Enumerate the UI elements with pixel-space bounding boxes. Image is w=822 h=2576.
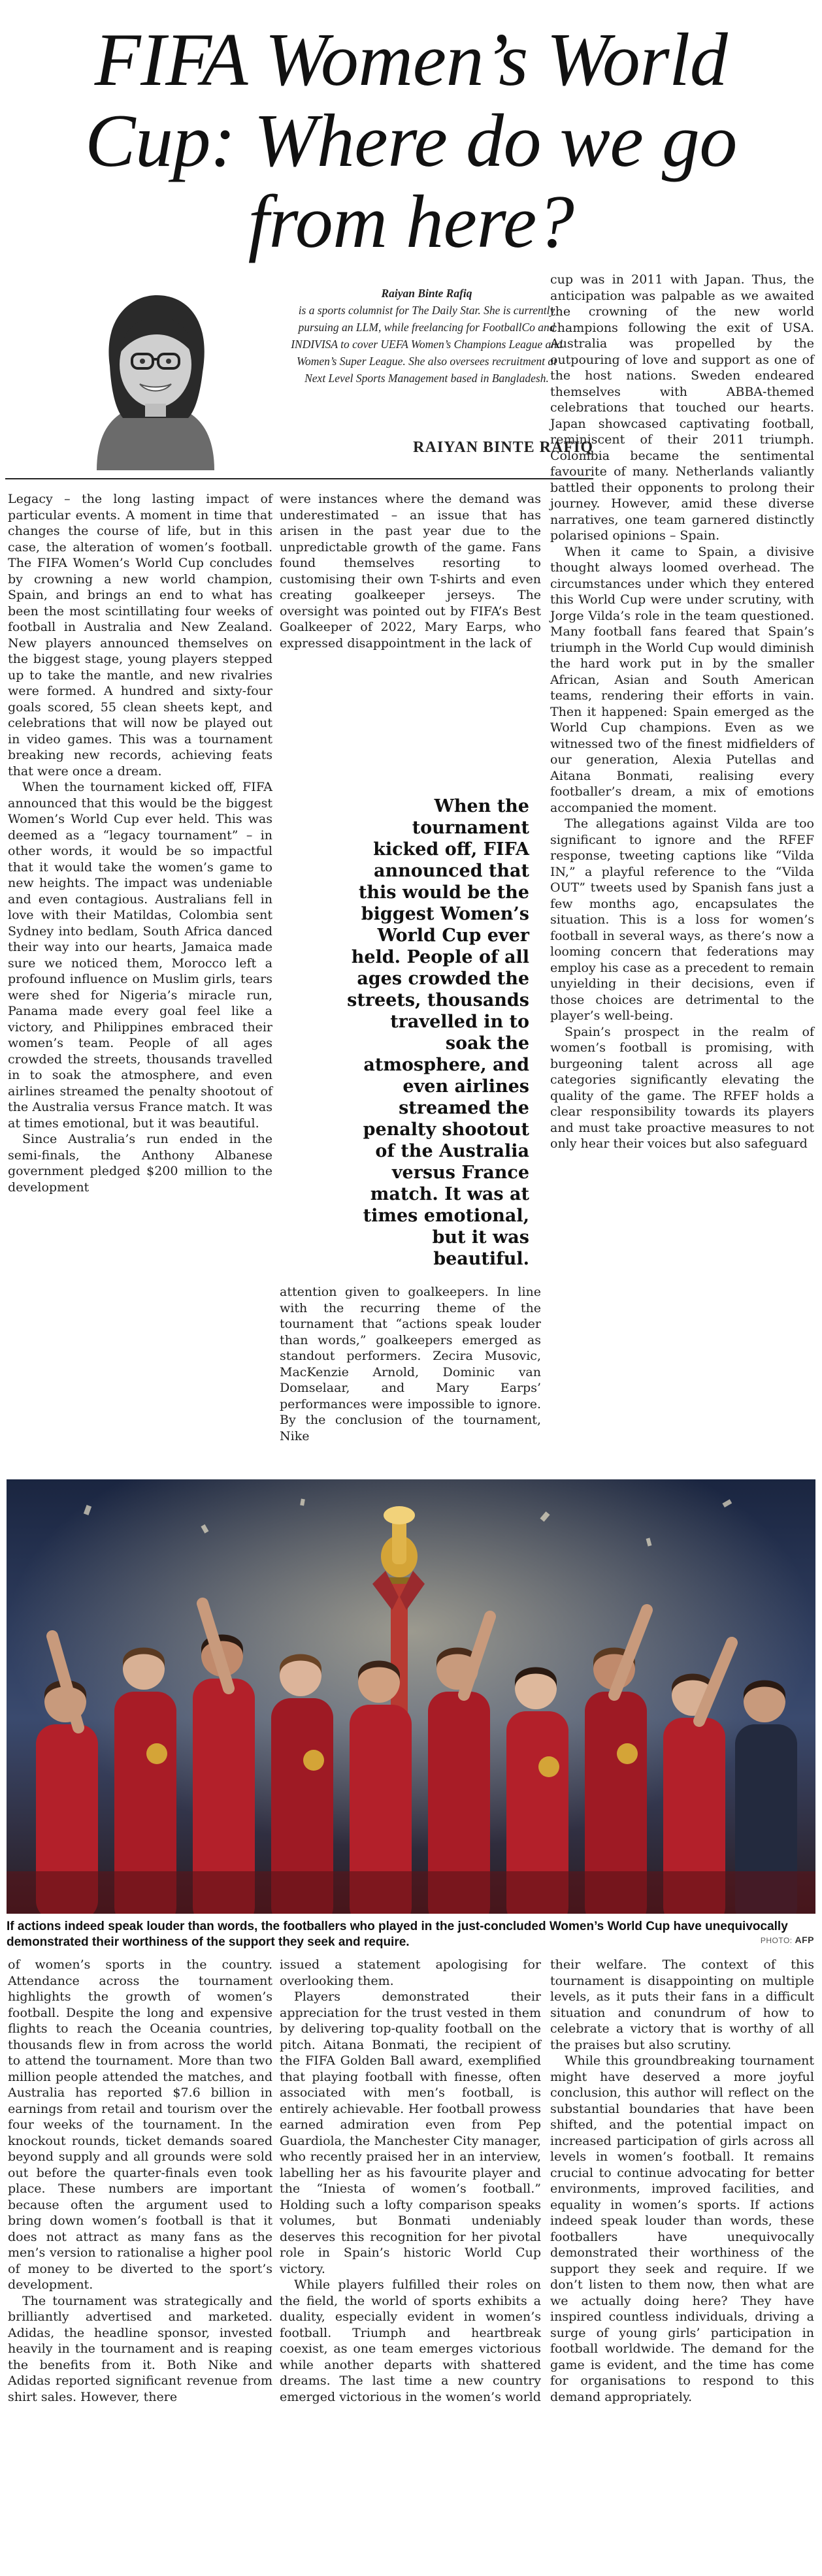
celebration-photo [7,1479,815,1914]
paragraph: While players fulfilled their roles on the field, the world of sports exhibits a duality, especially evident in women’s football. Triumph and heartbreak coexist, as one team emerges victorious while another departs with shattered dreams. The last time a new country emerged victorious in the women’s world [280,2278,541,2404]
paragraph: The allegations against Vilda are too significant to ignore and the RFEF response, tweeting captions like “Vilda IN,” a playful reference to the “Vilda OUT” tweets used by Spanish fans just a few months ago, encapsulates the situation. This is a loss for women’s football in several ways, as there’s now a looming concern that federations may employ his case as a precedent to remain unyielding in their decisions, even if those choices are detrimental to the player’s well-being. [550,816,814,1023]
article-column-3 [550,272,814,1152]
bio-text: is a sports columnist for The Daily Star. She is currently pursuing an LLM, while freelancing for FootballCo and INDIVISA to cover UEFA Women’s Champions League and Women’s Super League. She also oversees recruitment at Next Level Sports Management based in Bangladesh. [291,304,563,385]
headline: FIFA Women’s World Cup: Where do we go from here? [85,18,737,264]
article-column-2-bottom [280,1284,541,1444]
pull-quote: When the tournament kicked off, FIFA announced that this would be the biggest Women’s World Cup ever held. People of all ages crowded the streets, thousands travelled in to soak the atmosphere, and even airlines streamed the penalty shootout of the Australia versus France match. It was at times emotional, but it was beautiful. [347,796,529,1269]
paragraph: cup was in 2011 with Japan. Thus, the anticipation was palpable as we awaited the crowning of the new world champions following the exit of USA. Australia was propelled by the outpouring of love and support as one of the host nations. Sweden endeared themselves with ABBA-themed celebrations that touched our hearts. Japan showcased captivating football, reminiscent of their 2011 triumph. Colombia became the sentimental favourite of many. Netherlands valiantly battled their opponents to prolong their journey. However, amid these diverse narratives, one team garnered distinctly polarised opinions – Spain. [550,272,814,543]
paragraph: Players demonstrated their appreciation for the trust vested in them by delivering top-quality football on the pitch. Aitana Bonmati, the recipient of the FIFA Golden Ball award, exemplified that playing football with finesse, often associated with men’s football, is entirely achievable. Her football prowess earned admiration even from Pep Guardiola, the Manchester City manager, who recently praised her in an interview, labelling her as his favourite player and the “Iniesta of women’s football.” Holding such a lofty comparison speaks volumes, but Bonmati undeniably deserves this recognition for her pivotal role in Spain’s historic World Cup victory. [280,1989,541,2276]
article-column-6 [550,1957,814,2405]
paragraph: issued a statement apologising for overlooking them. [280,1957,541,1988]
paragraph: Since Australia’s run ended in the semi-finals, the Anthony Albanese government pledged $200 million to the development [8,1132,272,1195]
photo-caption: If actions indeed speak louder than words, the footballers who played in the just-concluded Women’s World Cup have unequivocally demonstrated their worthiness of the support they seek and require. [7,1920,788,1949]
paragraph: their welfare. The context of this tournament is disappointing on multiple levels, as it puts their fans in a difficult situation and conundrum of how to celebrate a victory that is worthy of all the praises but also scrutiny. [550,1957,814,2052]
celebration-photo-illustration [7,1479,815,1914]
article-column-5 [280,1957,541,2405]
paragraph: Legacy – the long lasting impact of particular events. A moment in time that changes the course of life, but in this case, the alteration of women’s football. The FIFA Women’s World Cup concludes by crowning a new world champion, Spain, and brings an end to what has been the most scintillating four weeks of football in Australia and New Zealand. New players announced themselves on the biggest stage, young players stepped up to take the mantle, and new rivalries were formed. A hundred and sixty-four goals scored, 55 clean sheets kept, and celebrations that will now be played out in video games. This was a tournament breaking new records, achieving feats that were once a dream. [8,492,272,779]
paragraph: Spain’s prospect in the realm of women’s football is promising, with burgeoning talent across all age categories significantly elevating the quality of the game. The RFEF holds a clear responsibility towards its players and must take proactive measures to not only hear their voices but also safeguard [550,1024,814,1151]
paragraph: When it came to Spain, a divisive thought always loomed overhead. The circumstances under which they entered this World Cup were under scrutiny, with Jorge Vilda’s role in the team questioned. Many football fans feared that Spain’s triumph in the World Cup would diminish the hard work put in by the smaller African, Asian and South American teams, rendering their efforts in vain. Then it happened: Spain emerged as the World Cup champions. Even as we witnessed two of the finest midfielders of our generation, Alexia Putellas and Aitana Bonmati, realising every footballer’s dream, a mix of emotions accompanied the moment. [550,544,814,815]
credit-source: AFP [795,1935,814,1945]
paragraph: were instances where the demand was underestimated – an issue that has arisen in the past year due to the unpredictable growth of the game. Fans found themselves resorting to customising their own T-shirts and even creating goalkeeper jerseys. The oversight was pointed out by FIFA’s Best Goalkeeper of 2022, Mary Earps, who expressed disappointment in the lack of [280,492,541,651]
credit-label: PHOTO: [760,1936,793,1945]
author-box [5,268,593,479]
bio-name: Raiyan Binte Rafiq [381,287,472,300]
paragraph: The tournament was strategically and brilliantly advertised and marketed. Adidas, the headline sponsor, invested heavily in the tournament and is reaping the benefits from it. Both Nike and Adidas reported significant revenue from shirt sales. However, there [8,2293,272,2404]
author-bio [286,285,567,387]
article-column-4 [8,1957,272,2405]
paragraph: attention given to goalkeepers. In line with the recurring theme of the tournament that “actions speak louder than words,” goalkeepers emerged as standout performers. Zecira Musovic, MacKenzie Arnold, Dominic van Domselaar, and Mary Earps’ performances were impossible to ignore. By the conclusion of the tournament, Nike [280,1285,541,1443]
author-avatar [77,281,234,470]
article-column-2-top [280,491,541,651]
byline: RAIYAN BINTE RAFIQ [413,439,593,456]
article-column-1 [8,491,272,1195]
paragraph: While this groundbreaking tournament might have deserved a more joyful conclusion, this author will reflect on the substantial boundaries that have been shifted, and the potential impact on increased participation of girls across all levels in women’s football. It remains crucial to continue advocating for better environments, improved facilities, and equality in women’s sports. If actions indeed speak louder than words, these footballers have unequivocally demonstrated their worthiness of the support they seek and require. If we don’t listen to them now, then what are we actually doing here? They have inspired countless individuals, driving a surge of young girls’ participation in football worldwide. The demand for the game is evident, and the time has come for organisations to respond to this demand appropriately. [550,2053,814,2404]
paragraph: When the tournament kicked off, FIFA announced that this would be the biggest Women’s World Cup ever held. This was deemed as a “legacy tournament” – in other words, it would be so impactful that it would take the women’s game to new heights. The impact was undeniable and even contagious. Australians fell in love with their Matildas, Colombia sent Sydney into bedlam, South Africa danced their way into our hearts, Jamaica made sure we noticed them, Morocco left a profound influence on Muslim girls, tears were shed for Nigeria’s miracle run, Panama made every goal feel like a victory, and Philippines embraced their women’s team. People of all ages crowded the streets, thousands travelled in to soak the atmosphere, and even airlines streamed the penalty shootout of the Australia versus France match. It was at times emotional, but it was beautiful. [8,780,272,1131]
photo-credit [761,1935,814,1945]
paragraph: of women’s sports in the country. Attendance across the tournament highlights the growth of women’s football. Despite the long and expensive flights to reach the Oceania countries, thousands flew in from across the world to attend the tournament. More than two million people attended the matches, and Australia has reported $7.6 billion in earnings from retail and tourism over the four weeks of the tournament. In the knockout rounds, ticket demands soared beyond supply and all grounds were sold out before the quarter-finals even took place. These numbers are important because often the argument used to bring down women’s football is that it does not attract as many fans as the men’s version to rationalise a higher pool of money to be diverted to the sport’s development. [8,1957,272,2292]
